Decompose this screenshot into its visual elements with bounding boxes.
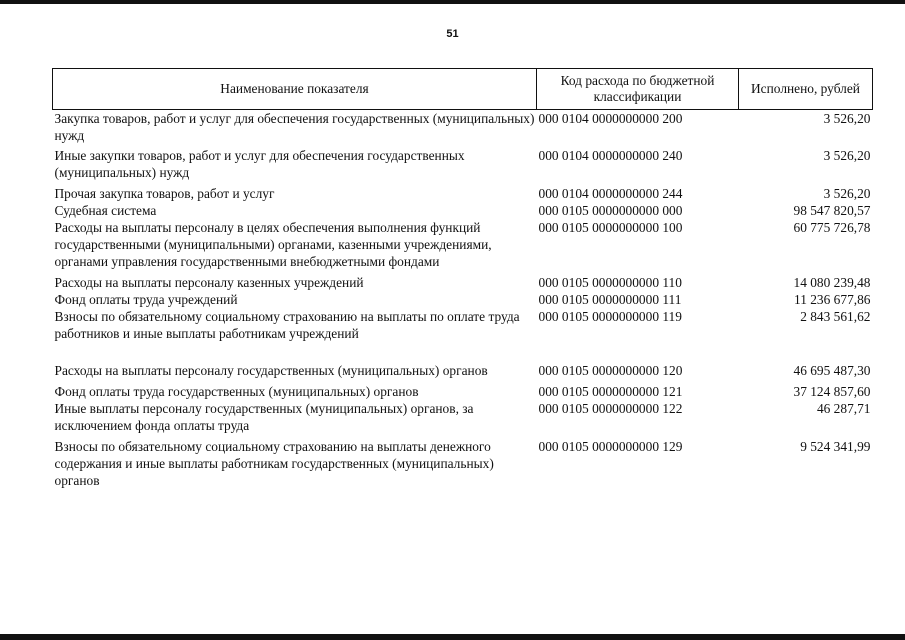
- row-name: Фонд оплаты труда государственных (муниципальных) органов: [54, 384, 419, 399]
- row-amount: 11 236 677,86: [794, 292, 871, 307]
- table-row: [53, 438, 873, 489]
- row-amount: 46 287,71: [816, 401, 871, 416]
- expenditure-table: [52, 68, 873, 489]
- page-number: 51: [446, 28, 459, 40]
- row-code: 000 0105 0000000000 119: [538, 309, 682, 324]
- row-amount: 2 843 561,62: [800, 309, 871, 324]
- row-amount: 37 124 857,60: [793, 384, 871, 399]
- table-header-row: [53, 69, 873, 110]
- top-border: [0, 0, 905, 4]
- row-name: Расходы на выплаты персоналу в целях обеспечения выполнения функций государственными (муниципальными) органами, казенными учреждениями, органами управления государственными внебюджетными фондами: [54, 220, 492, 269]
- row-name: Расходы на выплаты персоналу государственных (муниципальных) органов: [54, 363, 488, 378]
- row-code: 000 0105 0000000000 122: [538, 401, 683, 416]
- row-name: Прочая закупка товаров, работ и услуг: [54, 186, 275, 201]
- row-amount: 14 080 239,48: [793, 275, 871, 290]
- header-expense-code: Код расхода по бюджетной классификации: [537, 69, 739, 110]
- row-name: Расходы на выплаты персоналу казенных учреждений: [54, 275, 364, 290]
- row-code: 000 0105 0000000000 111: [538, 292, 682, 307]
- table-row: [53, 308, 873, 362]
- row-code: 000 0104 0000000000 244: [538, 186, 683, 201]
- table-row: [53, 383, 873, 400]
- table-row: [53, 219, 873, 274]
- table-row: [53, 110, 873, 148]
- row-code: 000 0105 0000000000 129: [538, 439, 683, 454]
- row-name: Иные закупки товаров, работ и услуг для обеспечения государственных (муниципальных) нужд: [54, 148, 465, 180]
- row-amount: 46 695 487,30: [793, 363, 871, 378]
- header-executed-amount: Исполнено, рублей: [739, 69, 873, 110]
- row-code: 000 0104 0000000000 240: [538, 148, 683, 163]
- row-name: Закупка товаров, работ и услуг для обеспечения государственных (муниципальных) нужд: [54, 111, 535, 143]
- table-row: [53, 362, 873, 383]
- row-name: Взносы по обязательному социальному страхованию на выплаты денежного содержания и иные выплаты работникам государственных (муниципальных) органов: [54, 439, 494, 488]
- table-row: [53, 400, 873, 438]
- row-amount: 3 526,20: [823, 148, 871, 163]
- row-code: 000 0104 0000000000 200: [538, 111, 683, 126]
- table-row: [53, 291, 873, 308]
- table-row: [53, 147, 873, 185]
- header-indicator-name: Наименование показателя: [53, 69, 537, 110]
- row-code: 000 0105 0000000000 110: [538, 275, 682, 290]
- row-code: 000 0105 0000000000 121: [538, 384, 683, 399]
- row-name: Судебная система: [54, 203, 157, 218]
- row-amount: 98 547 820,57: [793, 203, 871, 218]
- row-name: Фонд оплаты труда учреждений: [54, 292, 238, 307]
- table-row: [53, 185, 873, 202]
- row-amount: 9 524 341,99: [800, 439, 871, 454]
- row-name: Иные выплаты персоналу государственных (муниципальных) органов, за исключением фонда оплаты труда: [54, 401, 474, 433]
- row-code: 000 0105 0000000000 000: [538, 203, 683, 218]
- row-amount: 3 526,20: [823, 186, 871, 201]
- table-row: [53, 274, 873, 291]
- row-code: 000 0105 0000000000 100: [538, 220, 683, 235]
- row-amount: 3 526,20: [823, 111, 871, 126]
- row-amount: 60 775 726,78: [793, 220, 871, 235]
- row-code: 000 0105 0000000000 120: [538, 363, 683, 378]
- bottom-border: [0, 634, 905, 640]
- row-name: Взносы по обязательному социальному страхованию на выплаты по оплате труда работников и иные выплаты работникам учреждений: [54, 309, 520, 341]
- table-row: [53, 202, 873, 219]
